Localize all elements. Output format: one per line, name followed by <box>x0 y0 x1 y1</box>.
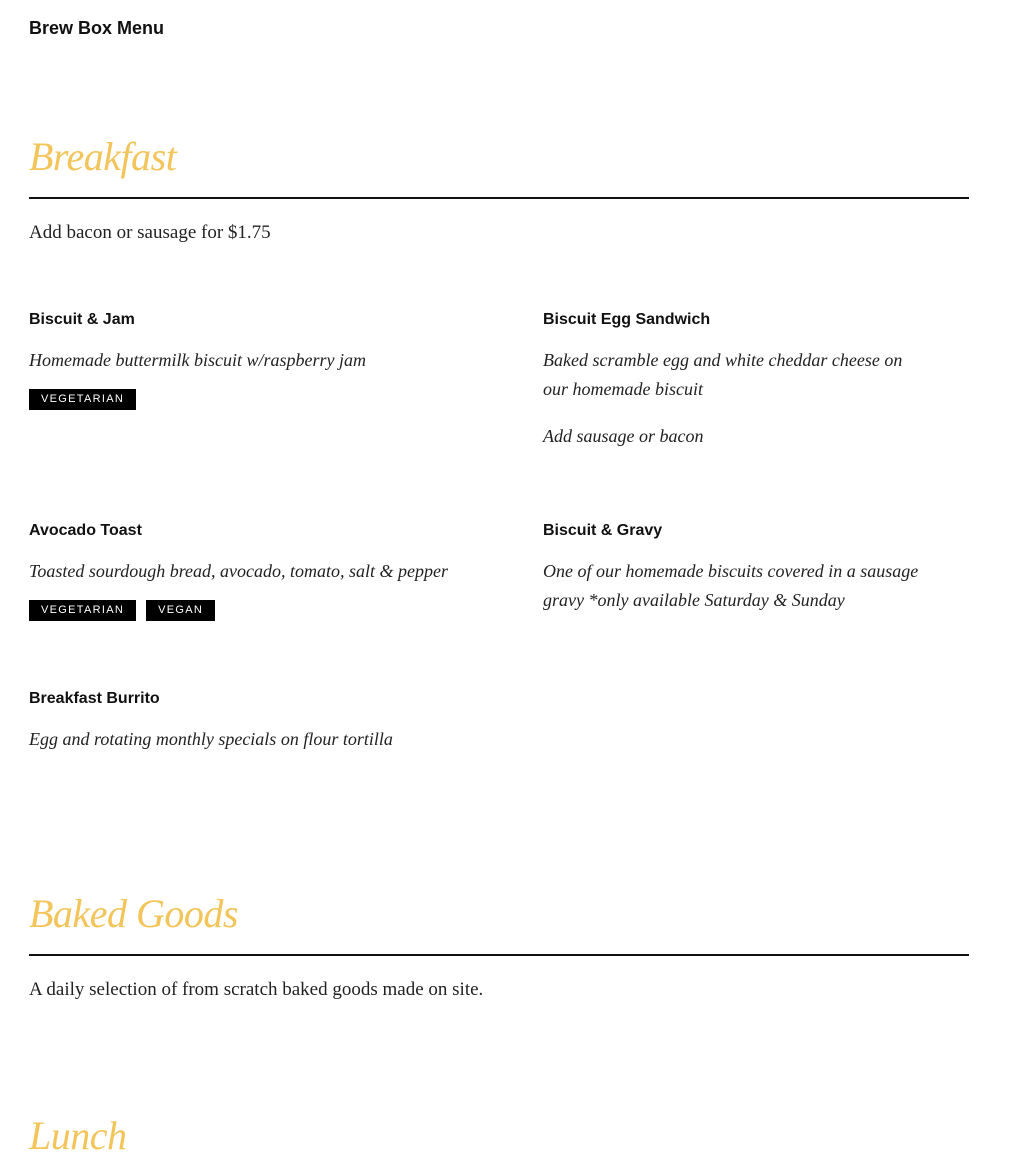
menu-item <box>29 689 449 754</box>
section-description-baked-goods: A daily selection of from scratch baked goods made on site. <box>29 979 484 1000</box>
item-name: Avocado Toast <box>29 522 142 539</box>
item-tags <box>29 600 449 621</box>
page-title: Brew Box Menu <box>29 18 165 38</box>
item-name: Biscuit & Gravy <box>543 522 663 539</box>
section-heading-baked-goods: Baked Goods <box>29 891 238 936</box>
tag-badge: VEGAN <box>146 600 215 621</box>
item-note: Add sausage or bacon <box>543 426 704 446</box>
section-divider <box>29 954 969 956</box>
item-name: Breakfast Burrito <box>29 690 160 707</box>
menu-item <box>543 310 963 451</box>
item-description: One of our homemade biscuits covered in a sausage gravy *only available Saturday & Sunday <box>543 561 919 610</box>
section-divider <box>29 197 969 199</box>
menu-item <box>29 521 449 621</box>
item-description: Homemade buttermilk biscuit w/raspberry jam <box>29 350 366 370</box>
menu-item <box>29 310 449 410</box>
section-heading-lunch: Lunch <box>29 1113 127 1158</box>
item-description: Egg and rotating monthly specials on flour tortilla <box>29 729 393 749</box>
item-description: Baked scramble egg and white cheddar cheese on our homemade biscuit <box>543 350 903 399</box>
item-name: Biscuit Egg Sandwich <box>543 311 711 328</box>
item-description: Toasted sourdough bread, avocado, tomato, salt & pepper <box>29 561 448 581</box>
section-heading-breakfast: Breakfast <box>29 134 177 179</box>
item-tags <box>29 389 449 410</box>
tag-badge: VEGETARIAN <box>29 389 136 410</box>
tag-badge: VEGETARIAN <box>29 600 136 621</box>
item-name: Biscuit & Jam <box>29 311 135 328</box>
menu-item <box>543 521 963 615</box>
section-description-breakfast: Add bacon or sausage for $1.75 <box>29 222 271 243</box>
